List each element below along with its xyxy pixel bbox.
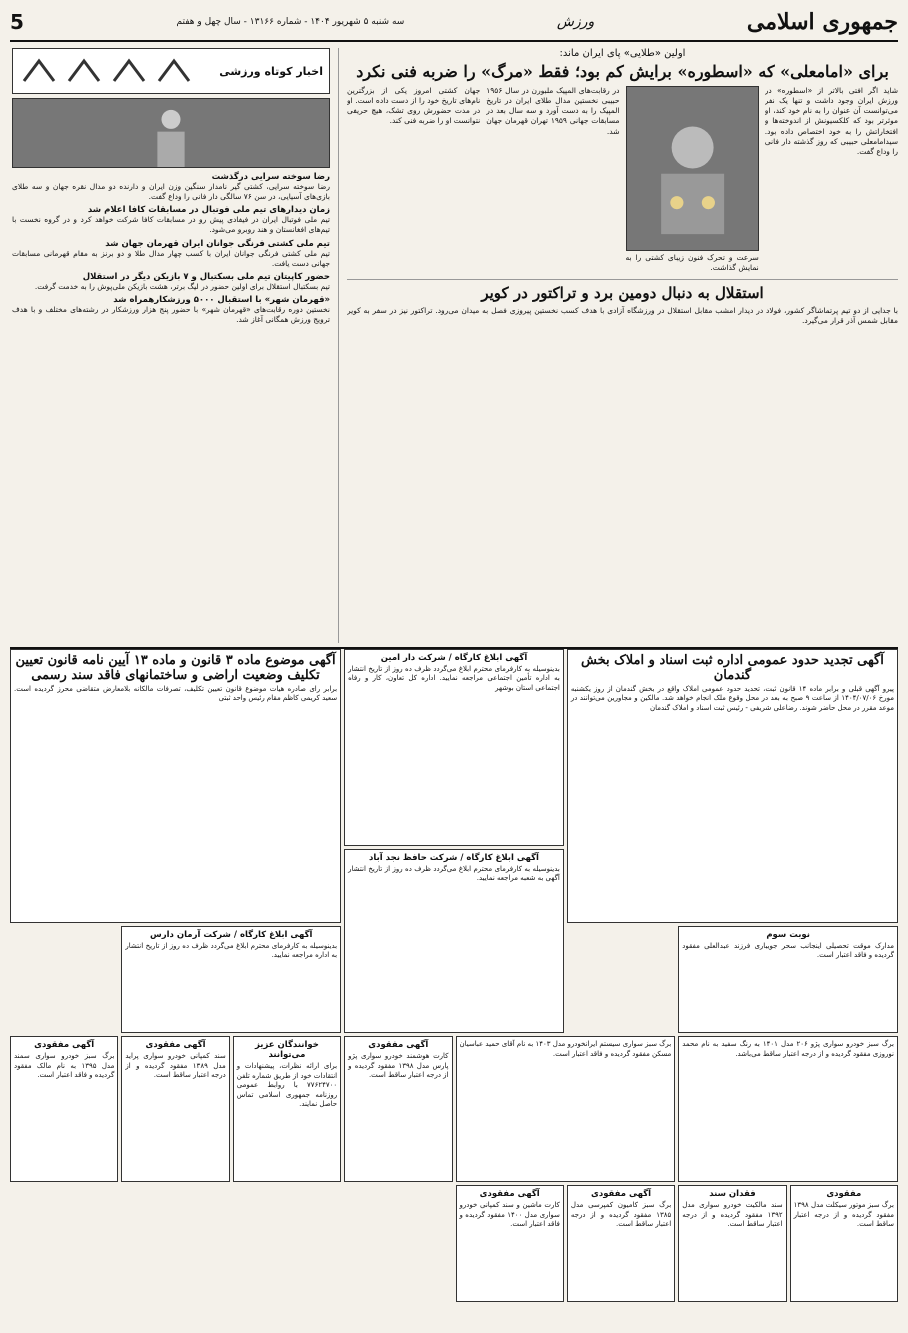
story-headline: برای «امامعلی» که «اسطوره» برایش کم بود؛ فقط «مرگ» را ضربه فنی نکرد	[356, 62, 889, 81]
ad-body: برگ سبز سواری سیستم ایرانخودرو مدل ۱۴۰۳ به نام آقای حمید عباسیان مسکن مفقود گردیده و فاقد اعتبار است.	[459, 1040, 672, 1058]
ad-body: بدینوسیله به کارفرمای محترم ابلاغ می‌گردد ظرف ده روز از تاریخ انتشار به اداره تأمین اجتماعی مراجعه نمایید. اداره کل تعاون، کار و رفاه اجتماعی استان بوشهر	[348, 665, 560, 692]
short-item-body: تیم ملی کشتی فرنگی جوانان ایران با کسب چهار مدال طلا و دو برنز به مقام قهرمانی مسابقات جهانی دست یافت.	[12, 248, 330, 268]
ad-box	[10, 649, 341, 923]
ad-box	[10, 1036, 118, 1182]
short-item-title: «قهرمان شهر» با استقبال ۵۰۰۰ ورزشکارهمراه شد	[113, 294, 330, 305]
ad-title: آگهی ابلاغ کارگاه / شرکت حافظ نجد آباد	[369, 852, 539, 863]
ad-title: آگهی مفقودی	[479, 1189, 540, 1200]
ad-box	[344, 849, 564, 1034]
ad-body: کارت ماشین و سند کمپانی خودرو سواری مدل ۱۴۰۰ مفقود گردیده و فاقد اعتبار است.	[459, 1201, 560, 1228]
short-item-body: نخستین دوره رقابت‌های «قهرمان شهر» با حضور پنج هزار ورزشکار در رشته‌های مختلف و با هدف ترویج ورزش همگانی آغاز شد.	[12, 304, 330, 324]
wrestlers-silhouette-icon	[19, 56, 199, 86]
wrestler-portrait-icon	[627, 87, 758, 250]
main-story	[338, 48, 898, 643]
ad-body: بدینوسیله به کارفرمای محترم ابلاغ می‌گردد ظرف ده روز از تاریخ انتشار به اداره مراجعه نمایید.	[125, 941, 338, 960]
ad-box	[567, 649, 898, 923]
ad-title: آگهی تجدید حدود عمومی اداره ثبت اسناد و املاک بخش گندمان	[581, 653, 884, 683]
ad-box	[678, 926, 898, 1033]
second-story-body: با جدایی از دو تیم پرتماشاگر کشور، فولاد در دیدار امشب مقابل استقلال در ورزشگاه آزادی با هدف کسب نخستین پیروزی فصل به میدان می‌رود. تراکتور نیز در سفر به کویر مقابل شمس آذر قرار می‌گیرد.	[347, 306, 898, 326]
short-news-photo	[12, 98, 330, 168]
section-title: ورزش	[556, 14, 595, 30]
ad-body: برگ سبز خودرو سواری پژو ۲۰۶ مدل ۱۴۰۱ به رنگ سفید به نام محمد نوروزی مفقود گردیده و از درجه اعتبار ساقط می‌باشد.	[682, 1040, 894, 1058]
story-photo-column	[626, 86, 759, 273]
ad-body: کارت هوشمند خودرو سواری پژو پارس مدل ۱۳۹۸ مفقود گردیده و از درجه اعتبار ساقط است.	[348, 1052, 449, 1080]
ad-title: آگهی مفقودی	[368, 1040, 429, 1051]
short-item-body: رضا سوخته سرایی، کشتی گیر نامدار سنگین وزن ایران و دارنده دو مدال نقره جهان و سه طلای بازی‌های آسیایی، در سن ۷۶ سالگی دار فانی را وداع گفت.	[12, 182, 330, 202]
ad-box	[567, 1185, 675, 1302]
ad-body: برابر رای صادره هیات موضوع قانون تعیین تکلیف، تصرفات مالکانه بلامعارض متقاضی محرز گردیده است. سعید کریمی کاظم مقام رئیس واحد ثبتی	[14, 685, 338, 703]
story-column: شاید اگر افتی بالاتر از «اسطوره» در ورزش ایران وجود داشت و تنها یک نفر می‌توانست آن عنوان را به نام خود کند، او موثرتر بود که کلکسیونش از اندوخته‌ها و افتخاراتش را به خود اختصاص داده بود. سیدامامعلی حبیبی که روز گذشته دار فانی را وداع گفت.	[764, 86, 898, 156]
short-item-title: زمان دیدارهای تیم ملی فوتبال در مسابقات کافا اعلام شد	[87, 205, 330, 216]
athlete-photo-icon	[13, 99, 329, 167]
ad-box	[121, 926, 341, 1033]
ad-body: سند کمپانی خودرو سواری پراید مدل ۱۳۸۹ مفقود گردیده و از درجه اعتبار ساقط است.	[125, 1052, 226, 1080]
short-news	[12, 48, 330, 643]
ad-title: آگهی ابلاغ کارگاه / شرکت دار امین	[380, 653, 528, 663]
ad-body: مدارک موقت تحصیلی اینجانب سحر جویباری فرزند عبدالعلی مفقود گردیده و فاقد اعتبار است.	[682, 941, 894, 960]
ad-box	[456, 1185, 564, 1302]
top-section	[10, 48, 898, 643]
story-column: جهان کشتی امروز یکی از بزرگترین نام‌های تاریخ خود را از دست داده است. او در مدت حضورش روی تشک، هیچ حریفی نتوانست او را ضربه فنی کند.	[347, 86, 481, 126]
ad-title: آگهی مفقودی	[145, 1040, 206, 1051]
ad-box	[121, 1036, 229, 1182]
story-columns	[347, 86, 898, 273]
ad-box	[456, 1036, 676, 1182]
masthead	[10, 8, 898, 42]
ad-body: پیرو آگهی قبلی و برابر ماده ۱۴ قانون ثبت، تحدید حدود عمومی املاک واقع در بخش گندمان از روز یکشنبه مورخ ۱۴۰۴/۰۷/۰۶ از ساعت ۹ صبح به بعد در محل وقوع ملک انجام خواهد شد. مالکین و مجاورین می‌توانند در موعد مقرر در محل حاضر شوند. رضاعلی شریفی - رئیس ثبت اسناد و املاک گندمان	[570, 685, 894, 712]
newspaper-brand: جمهوری اسلامی	[746, 9, 898, 35]
ad-title: خوانندگان عزیز می‌توانند	[255, 1040, 319, 1061]
photo-caption: سرعت و تحرک فنون زیبای کشتی را به نمایش گذاشت.	[625, 253, 759, 273]
ad-box	[790, 1185, 898, 1302]
ad-body: برای ارائه نظرات، پیشنهادات و انتقادات خود از طریق شماره تلفن ۷۷۶۲۴۷۰۰ با روابط عمومی روزنامه جمهوری اسلامی تماس حاصل نمایند.	[236, 1062, 338, 1109]
ad-box	[678, 1185, 786, 1302]
ad-body: برگ سبز موتور سیکلت مدل ۱۳۹۸ مفقود گردیده و از درجه اعتبار ساقط است.	[793, 1201, 894, 1228]
short-item-body: تیم بسکتبال استقلال برای اولین حضور در لیگ برتر، هشت بازیکن ملی‌پوش را به خدمت گرفت.	[34, 281, 330, 291]
ad-title: آگهی موضوع ماده ۳ قانون و ماده ۱۳ آیین نامه قانون تعیین تکلیف وضعیت اراضی و ساختمانهای فاقد سند رسمی	[15, 653, 336, 683]
story-column: در رقابت‌های المپیک ملبورن در سال ۱۹۵۶ حبیبی نخستین مدال طلای ایران در تاریخ المپیک را به دست آورد و سه سال بعد در مسابقات جهانی ۱۹۵۹ تهران قهرمان جهان شد.	[486, 86, 620, 136]
ad-title: آگهی ابلاغ کارگاه / شرکت آرمان دارس	[150, 929, 313, 940]
second-headline: استقلال به دنبال دومین برد و تراکتور در کویر	[347, 279, 898, 302]
ad-box	[344, 1036, 452, 1182]
ad-body: سند مالکیت خودرو سواری مدل ۱۳۹۲ مفقود گردیده و از درجه اعتبار ساقط است.	[682, 1201, 783, 1228]
short-item-body: تیم ملی فوتبال ایران در فیفادی پیش رو در مسابقات کافا شرکت خواهد کرد و در گروه نخست با تیم‌های افغانستان و هند روبرو می‌شود.	[12, 215, 330, 235]
ad-body: برگ سبز کامیون کمپرسی مدل ۱۳۸۵ مفقود گردیده و از درجه اعتبار ساقط است.	[570, 1201, 672, 1228]
dateline: سه شنبه ۵ شهریور ۱۴۰۴ - شماره ۱۳۱۶۶ - سال چهل و هفتم	[176, 17, 405, 27]
short-item-title: رضا سوخته سرایی درگذشت	[211, 172, 330, 182]
classified-ads	[10, 647, 898, 1302]
short-item-title: حضور کاپیتان تیم ملی بسکتبال و ۷ بازیکن دیگر در استقلال	[82, 271, 330, 282]
short-item-title: تیم ملی کشتی فرنگی جوانان ایران قهرمان جهان شد	[105, 238, 330, 249]
ad-title: آگهی مفقودی	[591, 1189, 652, 1200]
ad-title: فقدان سند	[709, 1189, 756, 1200]
ad-title: مفقودی	[826, 1189, 862, 1200]
ad-title: آگهی مفقودی	[34, 1040, 95, 1051]
ad-box	[344, 649, 564, 846]
ad-box	[678, 1036, 898, 1182]
short-news-title: اخبار کوتاه ورزشی	[219, 64, 323, 78]
story-kicker: اولین «طلایی» پای ایران ماند:	[559, 48, 686, 59]
story-photo	[626, 86, 759, 251]
page-number: 5	[10, 10, 24, 34]
ad-body: بدینوسیله به کارفرمای محترم ابلاغ می‌گردد ظرف ده روز از تاریخ انتشار آگهی به شعبه مراجعه نمایید.	[348, 864, 560, 883]
short-news-header	[12, 48, 330, 94]
ad-title: نوبت سوم	[766, 929, 810, 940]
ad-box	[233, 1036, 341, 1182]
ad-body: برگ سبز خودرو سواری سمند مدل ۱۳۹۵ به نام مالک مفقود گردیده و فاقد اعتبار است.	[14, 1052, 115, 1080]
